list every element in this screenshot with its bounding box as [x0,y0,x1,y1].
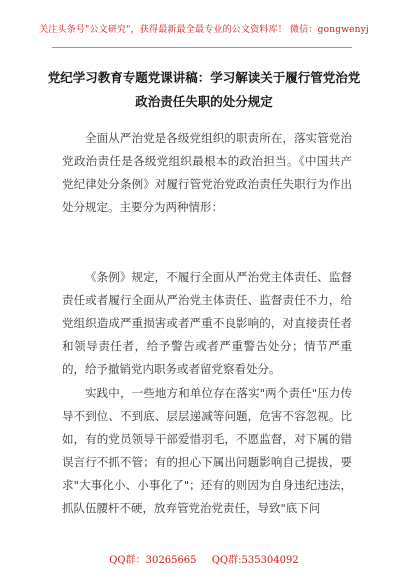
footer-qq-group-2: QQ群:535304092 [211,555,299,566]
footer-qq-group-1: QQ群：30265665 [109,555,197,566]
paragraph-1: 全面从严治党是各级党组织的职责所在，落实管党治党政治责任是各级党组织最根本的政治担当。《中国共产党纪律处分条例》对履行管党治党政治责任失职行为作出处分规定。主要分为两种情形： [62,131,352,214]
title-line-2: 政治责任失职的处分规定 [135,94,273,109]
paragraph-3: 实践中，一些地方和单位存在落实"两个责任"压力传导不到位、不到底、层层递减等问题，危害不容忽视。比如，有的党员领导干部爱惜羽毛，不愿监督，对下属的错误言行不抓不管；有的担心下属出问题影响自己提拔，要求"大事化小、小事化了"；还有的则因为自身违纪违法，抓队伍腰杆不硬，放弃管党治党责任，导致"底下问 [62,386,352,515]
paragraph-2: 《条例》规定，不履行全面从严治党主体责任、监督责任或者履行全面从严治党主体责任、监督责任不力，给党组织造成严重损害或者严重不良影响的，对直接责任者和领导责任者，给予警告或者严重警告处分；情节严重的，给予撤销党内职务或者留党察看处分。 [62,270,352,376]
document-title [40,66,368,114]
title-line-1: 党纪学习教育专题党课讲稿：学习解读关于履行管党治党 [47,70,361,85]
footer-contacts [0,551,408,566]
header-divider [52,47,352,48]
header-banner: 关注头条号"公文研究"，获得最新最全最专业的公文资料库！ 微信：gongwenyj [39,25,369,35]
